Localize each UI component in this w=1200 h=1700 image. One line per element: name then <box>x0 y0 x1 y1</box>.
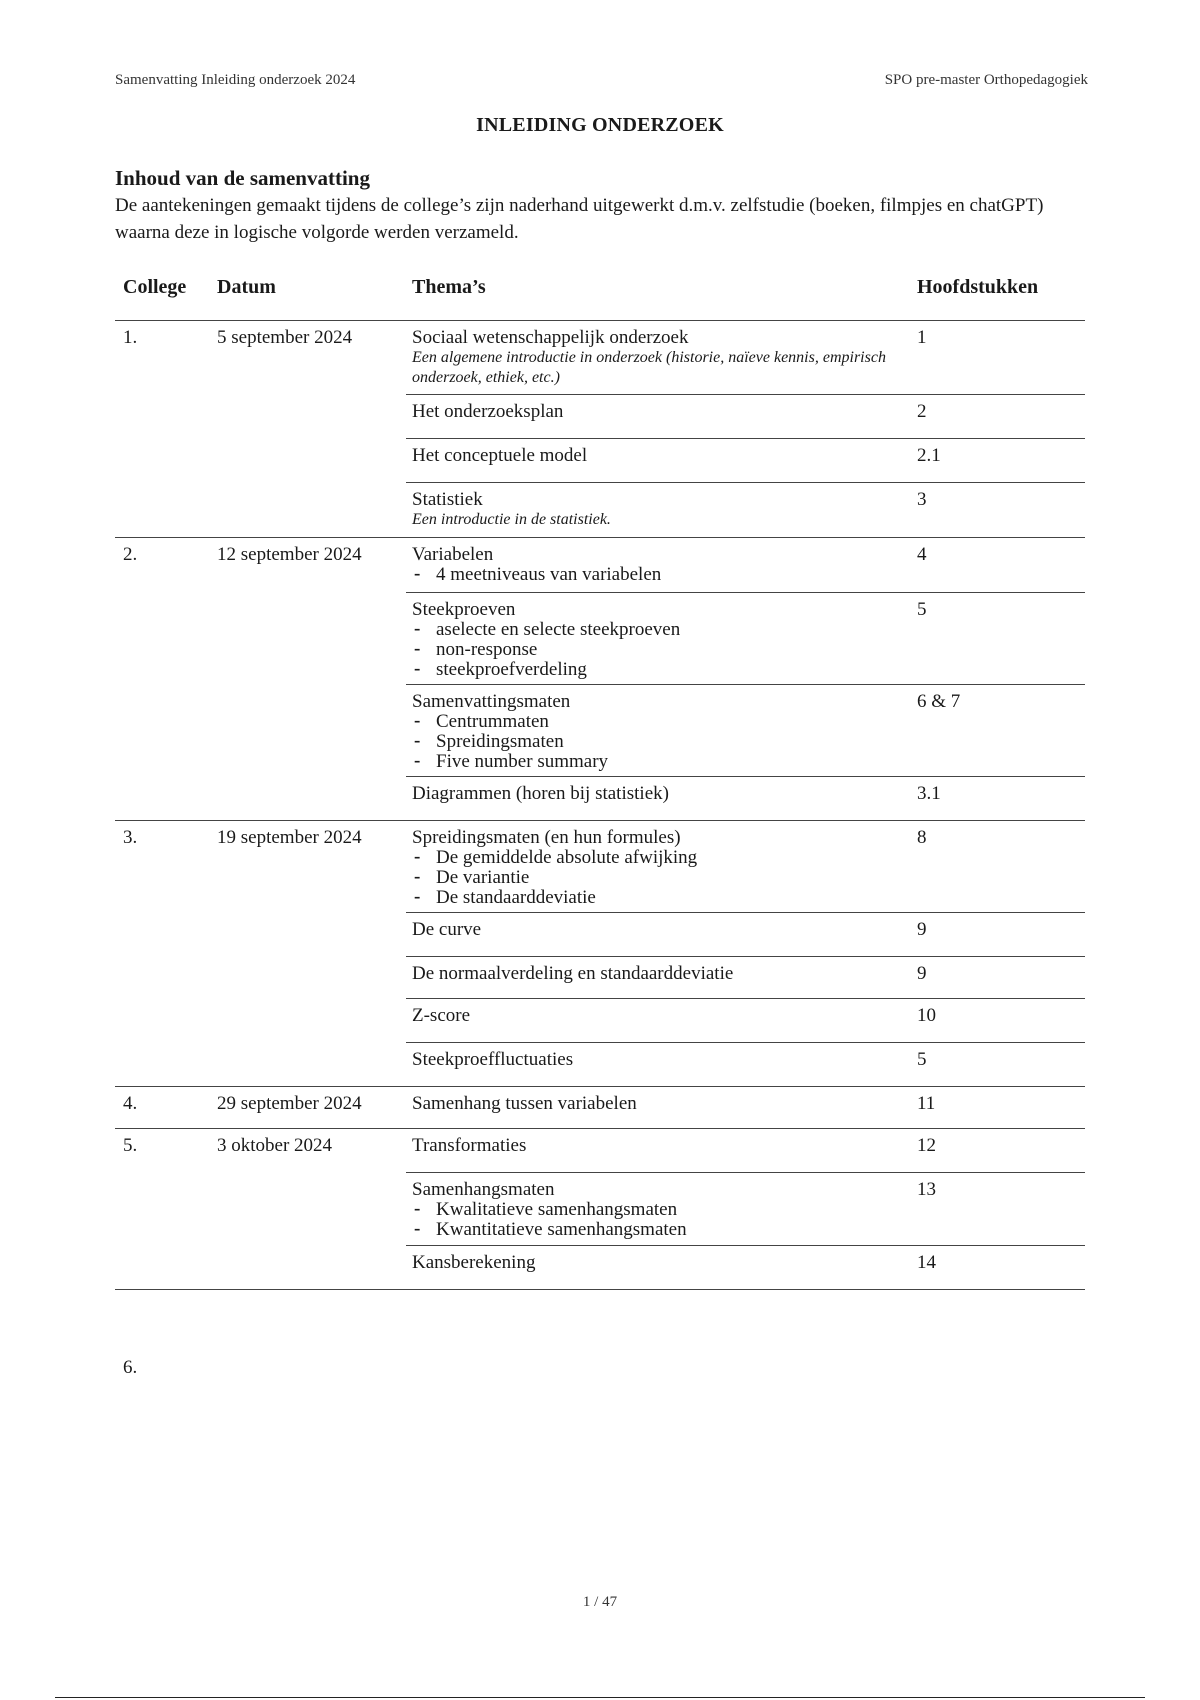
chapter-cell: 3 <box>917 489 927 510</box>
theme-bullet: - Kwantitatieve samenhangsmaten <box>412 1220 902 1240</box>
chapter-cell: 8 <box>917 827 927 848</box>
theme-title: De normaalverdeling en standaarddeviatie <box>412 963 734 984</box>
theme-title: Spreidingsmaten (en hun formules) <box>412 827 681 848</box>
chapter-cell: 12 <box>917 1135 936 1156</box>
theme-description: Een introductie in de statistiek. <box>412 511 611 528</box>
table-row <box>406 395 1085 439</box>
college-date: 3 oktober 2024 <box>217 1135 333 1156</box>
theme-title: Steekproeven <box>412 599 516 620</box>
running-header-right: SPO pre-master Orthopedagogiek <box>884 72 1088 88</box>
theme-cell <box>412 1252 902 1273</box>
chapter-cell: 14 <box>917 1252 936 1273</box>
chapter-cell: 2.1 <box>917 445 941 466</box>
table-row <box>406 821 1085 913</box>
theme-title: Samenvattingsmaten <box>412 691 571 712</box>
theme-title: Kansberekening <box>412 1252 536 1273</box>
theme-bullet: - De standaarddeviatie <box>412 888 902 908</box>
table-row <box>406 1087 1085 1128</box>
chapter-cell: 2 <box>917 401 927 422</box>
section-heading: Inhoud van de samenvatting <box>115 166 370 190</box>
theme-cell <box>412 963 902 984</box>
theme-cell <box>412 327 902 388</box>
table-row <box>406 999 1085 1043</box>
theme-cell <box>412 691 902 772</box>
theme-bullet: - De variantie <box>412 868 902 888</box>
table-row <box>406 321 1085 395</box>
theme-title: Het conceptuele model <box>412 445 588 466</box>
theme-cell <box>412 1093 902 1114</box>
theme-cell <box>412 1005 902 1026</box>
college-number: 1. <box>123 327 138 348</box>
college-group <box>115 1129 1085 1290</box>
theme-bullet: - Centrummaten <box>412 712 902 732</box>
theme-bullet: - non-response <box>412 640 902 660</box>
theme-title: Steekproeffluctuaties <box>412 1049 574 1070</box>
table-row <box>406 913 1085 957</box>
theme-cell <box>412 489 902 530</box>
theme-bullet: - aselecte en selecte steekproeven <box>412 620 902 640</box>
college-group <box>115 821 1085 1087</box>
theme-title: Diagrammen (horen bij statistiek) <box>412 783 669 804</box>
college-group <box>115 321 1085 538</box>
table-row <box>406 483 1085 537</box>
header-college: College <box>123 276 187 298</box>
college-number: 2. <box>123 544 138 565</box>
table-row <box>406 1173 1085 1246</box>
college-6-number: 6. <box>123 1357 138 1378</box>
theme-cell <box>412 827 902 908</box>
theme-title: Samenhang tussen variabelen <box>412 1093 637 1114</box>
college-group <box>115 538 1085 821</box>
theme-cell <box>412 1179 902 1240</box>
chapter-cell: 11 <box>917 1093 936 1114</box>
college-group <box>115 1087 1085 1129</box>
theme-bullet: - 4 meetniveaus van variabelen <box>412 565 902 585</box>
theme-cell <box>412 445 902 466</box>
theme-title: Het onderzoeksplan <box>412 401 564 422</box>
college-date: 29 september 2024 <box>217 1093 362 1114</box>
table-row <box>406 593 1085 685</box>
theme-title: Transformaties <box>412 1135 527 1156</box>
table-row <box>406 685 1085 777</box>
chapter-cell: 9 <box>917 919 927 940</box>
theme-title: De curve <box>412 919 482 940</box>
theme-bullet: - Spreidingsmaten <box>412 732 902 752</box>
table-body <box>115 321 1085 1290</box>
college-date: 12 september 2024 <box>217 544 362 565</box>
chapter-cell: 9 <box>917 963 927 984</box>
chapter-cell: 5 <box>917 1049 927 1070</box>
theme-bullet: - De gemiddelde absolute afwijking <box>412 848 902 868</box>
college-date: 19 september 2024 <box>217 827 362 848</box>
chapter-cell: 4 <box>917 544 927 565</box>
theme-bullet: - steekproefverdeling <box>412 660 902 680</box>
theme-cell <box>412 919 902 940</box>
theme-title: Statistiek <box>412 489 483 510</box>
table-row <box>406 957 1085 999</box>
theme-title: Sociaal wetenschappelijk onderzoek <box>412 327 689 348</box>
chapter-cell: 5 <box>917 599 927 620</box>
theme-cell <box>412 1049 902 1070</box>
theme-title: Z-score <box>412 1005 471 1026</box>
chapter-cell: 6 & 7 <box>917 691 961 712</box>
theme-cell <box>412 783 902 804</box>
college-number: 3. <box>123 827 138 848</box>
theme-cell <box>412 401 902 422</box>
chapter-cell: 3.1 <box>917 783 941 804</box>
table-row <box>406 777 1085 820</box>
page-title: INLEIDING ONDERZOEK <box>476 114 724 136</box>
theme-bullet: - Kwalitatieve samenhangsmaten <box>412 1200 902 1220</box>
table-row <box>406 1246 1085 1289</box>
table-header <box>115 268 1085 321</box>
theme-bullet: - Five number summary <box>412 752 902 772</box>
page-number: 1 / 47 <box>582 1594 618 1610</box>
chapter-cell: 1 <box>917 327 927 348</box>
running-header-left: Samenvatting Inleiding onderzoek 2024 <box>115 72 356 88</box>
chapter-cell: 13 <box>917 1179 936 1200</box>
theme-cell <box>412 544 902 585</box>
header-themas: Thema’s <box>412 276 486 298</box>
table-row <box>406 1043 1085 1086</box>
theme-cell <box>412 599 902 680</box>
college-number: 4. <box>123 1093 138 1114</box>
chapter-cell: 10 <box>917 1005 936 1026</box>
header-hoofdstukken: Hoofdstukken <box>917 276 1039 298</box>
theme-title: Variabelen <box>412 544 494 565</box>
page-bottom-rule <box>55 1697 1145 1698</box>
theme-title: Samenhangsmaten <box>412 1179 555 1200</box>
college-date: 5 september 2024 <box>217 327 353 348</box>
intro-paragraph: De aantekeningen gemaakt tijdens de college’s zijn naderhand uitgewerkt d.m.v. zelfstudie (boeken, filmpjes en chatGPT) waarna deze in logische volgorde werden verzameld. <box>115 195 1044 243</box>
table-row <box>406 538 1085 593</box>
header-datum: Datum <box>217 276 276 298</box>
contents-table <box>115 268 1085 1290</box>
table-row <box>406 439 1085 483</box>
theme-cell <box>412 1135 902 1156</box>
table-row <box>406 1129 1085 1173</box>
college-number: 5. <box>123 1135 138 1156</box>
theme-description: Een algemene introductie in onderzoek (historie, naïeve kennis, empirisch onderzoek, ethiek, etc.) <box>412 349 886 386</box>
